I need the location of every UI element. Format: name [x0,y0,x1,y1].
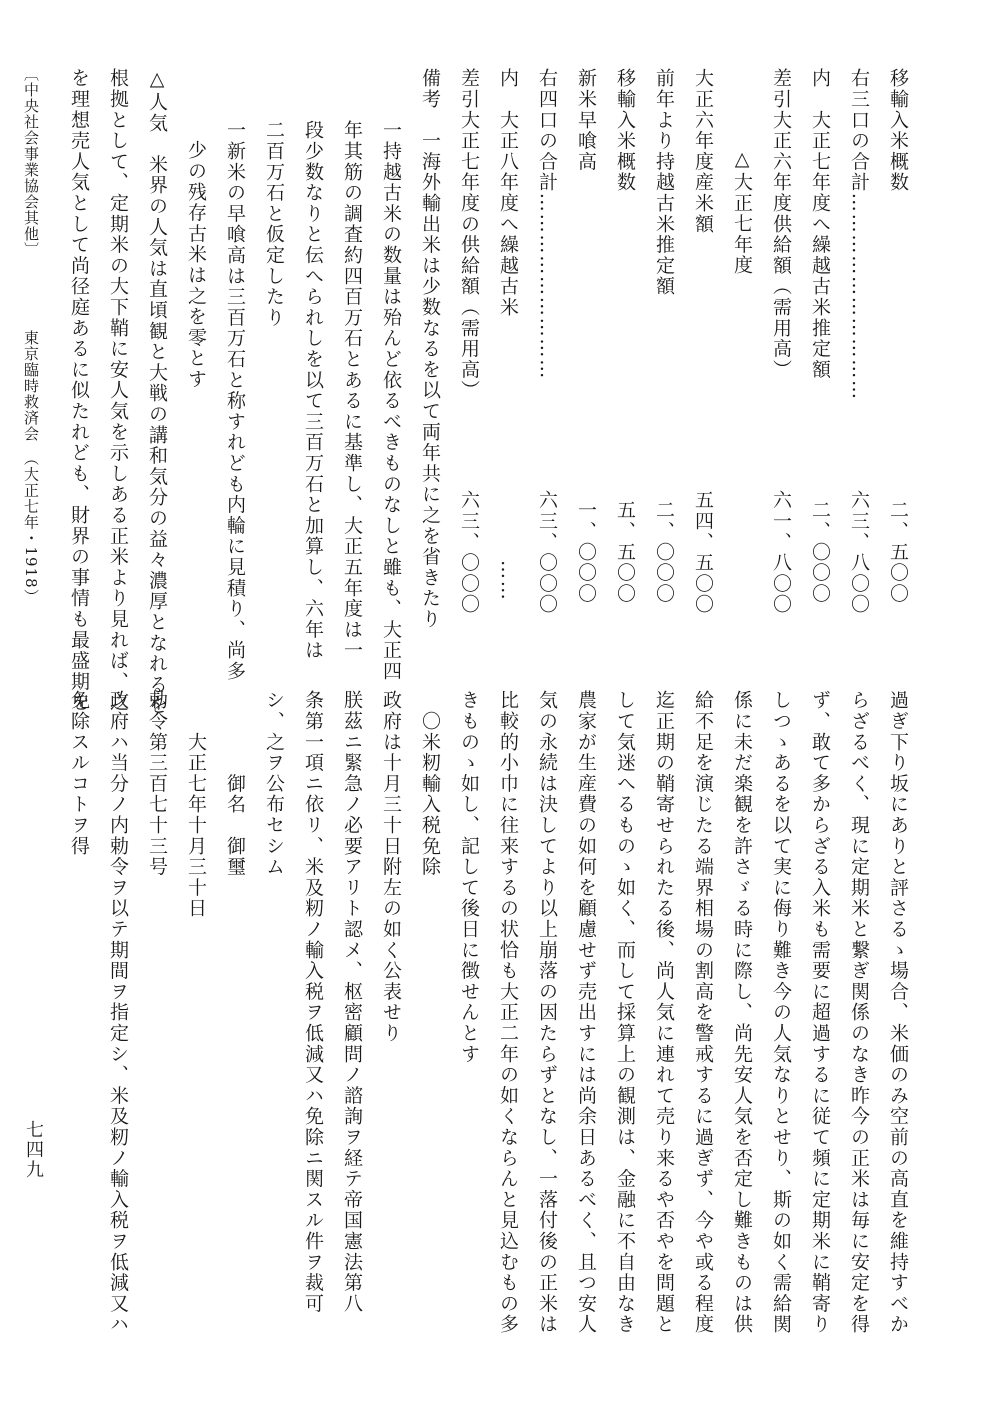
upper-line: 差引大正六年度供給額（需用高） [770,68,792,380]
lower-line: 勅令第三百七十三号 [146,690,168,878]
lower-line: ず、敢て多からざる入米も需要に超過するに従て頻に定期米に鞘寄り [809,690,831,1335]
lower-line: 比較的小巾に往来するの状恰も大正二年の如くならんと見込むもの多 [497,690,519,1335]
lower-line: 条第一項ニ依リ、米及籾ノ輸入税ヲ低減又ハ免除ニ関スル件ヲ裁可 [302,690,324,1314]
lower-line: 御名 御璽 [224,690,246,878]
upper-value: 五四、五〇〇 [692,490,714,615]
upper-line: 右三口の合計………………………… [848,68,870,401]
upper-value: 二、〇〇〇 [809,500,831,604]
lower-line: して気迷へるものゝ如く、而して採算上の観測は、金融に不自由なき [614,690,636,1335]
lower-line: シ、之ヲ公布セシム [263,690,285,878]
footer-source: 〔中央社会事業協会其他〕 [22,66,40,258]
upper-line: 前年より持越古米推定額 [653,68,675,297]
lower-line: 大正七年十月三十日 [185,690,207,919]
upper-line: 右四口の合計……………………… [536,68,558,380]
page-number: 七四九 [23,1120,44,1180]
lower-line: らざるべく、現に定期米と繋ぎ関係のなき昨今の正米は毎に安定を得 [848,690,870,1335]
upper-line: 移輸入米概数 [614,68,636,193]
upper-value: 六一、八〇〇 [770,490,792,615]
lower-line: 給不足を演じたる端界相場の割高を警戒するに過ぎず、今や或る程度 [692,690,714,1335]
footer-title: 東京臨時救済会 （大正七年・1918） [22,330,40,605]
lower-line: しつゝあるを以て実に侮り難き今の人気なりとせり、斯の如く需給関 [770,690,792,1335]
upper-line: △大正七年度 [731,148,753,276]
lower-line: 政府ハ当分ノ内勅令ヲ以テ期間ヲ指定シ、米及籾ノ輸入税ヲ低減又ハ [107,690,129,1335]
lower-line: 迄正期の鞘寄せられたる後、尚人気に連れて売り来るや否やを問題と [653,690,675,1335]
upper-line: 差引大正七年度の供給額（需用高） [458,68,480,401]
upper-line: 根拠として、定期米の大下鞘に安人気を示しある正米より見れば、之 [107,68,129,713]
upper-line: を理想売人気として尚径庭あるに似たれども、財界の事情も最盛期を [68,68,90,713]
lower-line: 政府は十月三十日附左の如く公表せり [380,690,402,1044]
upper-value: 六三、八〇〇 [848,490,870,615]
upper-line: 内 大正八年度へ繰越古米 [497,68,519,318]
upper-line: 一持越古米の数量は殆んど依るべきものなしと雖も、大正四 [380,120,402,682]
upper-value: 二、〇〇〇 [653,500,675,604]
upper-value: 五、五〇〇 [614,500,636,604]
upper-line: 内 大正七年度へ繰越古米推定額 [809,68,831,380]
lower-line: 朕茲ニ緊急ノ必要アリト認メ、枢密顧問ノ諮詢ヲ経テ帝国憲法第八 [341,690,363,1314]
lower-line: 農家が生産費の如何を顧慮せず売出すには尚余日あるべく、且つ安人 [575,690,597,1335]
section-heading: 〇米籾輸入税免除 [419,690,441,878]
upper-line: 少の残存古米は之を零とす [185,140,207,390]
upper-line: 大正六年度産米額 [692,68,714,235]
upper-line: 年其筋の調査約四百万石とあるに基準し、大正五年度は一 [341,120,363,661]
upper-value: 六三、〇〇〇 [536,490,558,615]
upper-line: 新米早喰高 [575,68,597,172]
lower-line: 免除スルコトヲ得 [68,690,90,857]
upper-value: 六三、〇〇〇 [458,490,480,615]
upper-value: …… [497,560,519,602]
lower-line: 過ぎ下り坂にありと評さるゝ場合、米価のみ空前の高直を維持すべか [887,690,909,1335]
lower-section [0,690,1004,1408]
lower-line: きものゝ如し、記して後日に徴せんとす [458,690,480,1065]
lower-line: 気の永続は決してより以上崩落の因たらずとなし、一落付後の正米は [536,690,558,1335]
upper-line: 備考 一海外輸出米は少数なるを以て両年共に之を省きたり [419,68,441,630]
upper-line: 一新米の早喰高は三百万石と称すれども内輪に見積り、尚多 [224,120,246,682]
upper-line: 移輸入米概数 [887,68,909,193]
upper-line: △人気 米界の人気は直頃観と大戦の講和気分の益々濃厚となれるを [146,68,168,716]
lower-line: 係に未だ楽観を許さゞる時に際し、尚先安人気を否定し難きものは供 [731,690,753,1335]
upper-line: 二百万石と仮定したり [263,120,285,328]
upper-value: 二、五〇〇 [887,500,909,604]
upper-value: 一、〇〇〇 [575,500,597,604]
upper-line: 段少数なりと伝へられしを以て三百万石と加算し、六年は [302,120,324,661]
